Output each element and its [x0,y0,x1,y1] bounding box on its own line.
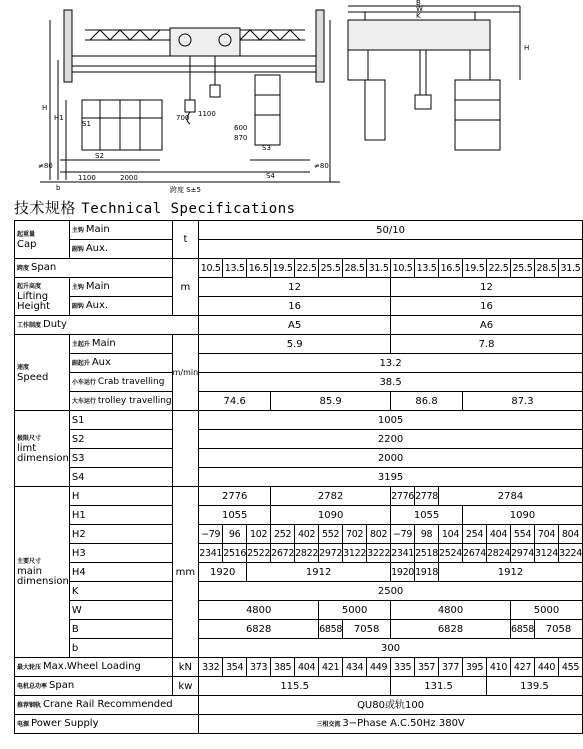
maindim-label: 主要尺寸 main dimension [15,487,70,658]
w-label: W [69,601,172,620]
speed-aux-label: 副起升 Aux [69,354,172,373]
h2-cell: −79 [391,525,415,544]
h3-cell: 2522 [247,544,271,563]
span-cell: 10.5 [199,259,223,278]
h4-label: H4 [69,563,172,582]
h4-value: 1918 [415,563,439,582]
crane-drawing [0,0,561,195]
wheel-cell: 385 [271,658,295,677]
lift-main-a5: 12 [199,278,391,297]
s1-value: 1005 [199,411,583,430]
speed-main-a5: 5.9 [199,335,391,354]
row-s2 [15,430,583,449]
h4-value: 1920 [199,563,247,582]
row-rail [15,696,583,715]
unit-limit-empty [172,411,199,487]
dim-s2: S2 [95,152,104,160]
row-trolley [15,392,583,411]
span-cell: 28.5 [343,259,367,278]
title-en: Technical Specifications [81,201,296,217]
row-lift-aux [15,297,583,316]
h2-cell: 554 [511,525,535,544]
dim-x80-left: ≠80 [38,162,53,170]
h1-value: 1055 [391,506,463,525]
h3-cell: 2822 [295,544,319,563]
row-h [15,487,583,506]
page-title [14,197,296,218]
dim-b: b [56,184,61,192]
wheel-cell: 427 [511,658,535,677]
cap-label: 起重量 Cap [15,221,70,259]
row-power [15,677,583,696]
h4-value: 1920 [391,563,415,582]
h2-cell: 98 [415,525,439,544]
dim-2000: 2000 [120,174,138,182]
h2-cell: −79 [199,525,223,544]
b-label: B [69,620,172,639]
dim-700: 700 [176,114,190,122]
row-s4 [15,468,583,487]
cap-aux-value [199,240,583,259]
unit-kw: kw [172,677,199,696]
h2-cell: 102 [247,525,271,544]
dim-s1: S1 [82,120,91,128]
trolley-value: 74.6 [199,392,271,411]
row-speed-aux [15,354,583,373]
span-cell: 31.5 [558,259,582,278]
s3-label: S3 [69,449,172,468]
title-cn: 技术规格 [14,199,77,217]
row-cap-aux [15,240,583,259]
b-value: 6858 [319,620,343,639]
duty-a6: A6 [391,316,583,335]
dim-span: 跨度 S±5 [170,186,201,194]
trolley-value: 87.3 [463,392,583,411]
span-cell: 13.5 [415,259,439,278]
h-value: 2776 [199,487,271,506]
lift-aux-a5: 16 [199,297,391,316]
h-value: 2782 [271,487,391,506]
h3-label: H3 [69,544,172,563]
crab-value: 38.5 [199,373,583,392]
h3-cell: 2672 [271,544,295,563]
spec-table [14,220,583,734]
lift-main-a6: 12 [391,278,583,297]
unit-mmin: m/min [172,335,199,411]
row-h2 [15,525,583,544]
h3-cell: 2516 [223,544,247,563]
h2-cell: 404 [487,525,511,544]
dim-side-h: H [524,44,530,52]
speed-main-a6: 7.8 [391,335,583,354]
b-small-label: b [69,639,172,658]
limit-label: 极限尺寸 limt dimension [15,411,70,487]
h4-value: 1912 [439,563,583,582]
h-label: H [69,487,172,506]
s2-label: S2 [69,430,172,449]
h3-cell: 3122 [343,544,367,563]
speed-main-label: 主起升 Main [69,335,172,354]
unit-t: t [172,221,199,259]
s4-value: 3195 [199,468,583,487]
dim-h1: H1 [54,114,64,122]
span-cell: 22.5 [295,259,319,278]
s4-label: S4 [69,468,172,487]
b-value: 7058 [343,620,391,639]
row-h1 [15,506,583,525]
row-s1 [15,411,583,430]
b-value: 7058 [534,620,582,639]
row-duty [15,316,583,335]
h2-label: H2 [69,525,172,544]
supply-value: 三相交流 3−Phase A.C.50Hz 380V [199,715,583,734]
b-value: 6858 [511,620,535,639]
w-value: 4800 [199,601,319,620]
row-h4 [15,563,583,582]
dim-1100: 1100 [78,174,96,182]
wheel-cell: 449 [367,658,391,677]
wheel-cell: 377 [439,658,463,677]
trolley-value: 86.8 [391,392,463,411]
rail-label: 推荐钢轨 Crane Rail Recommended [15,696,199,715]
row-h3 [15,544,583,563]
lift-main-label: 主钩 Main [69,278,172,297]
row-crab [15,373,583,392]
supply-label: 电源 Power Supply [15,715,199,734]
row-span [15,259,583,278]
h3-cell: 2974 [511,544,535,563]
row-w [15,601,583,620]
h2-cell: 402 [295,525,319,544]
h2-cell: 804 [558,525,582,544]
h3-cell: 2518 [415,544,439,563]
dim-s4: S4 [266,172,275,180]
power-label: 电机总功率 Span [15,677,173,696]
power-value: 115.5 [199,677,391,696]
power-value: 139.5 [487,677,583,696]
span-cell: 16.5 [439,259,463,278]
dim-x80-right: ≠80 [314,162,329,170]
h-value: 2784 [439,487,583,506]
h3-cell: 2341 [199,544,223,563]
h3-cell: 3124 [534,544,558,563]
cap-aux-label: 副钩 Aux. [69,240,172,259]
dim-side-w: W [416,5,423,13]
span-cell: 25.5 [319,259,343,278]
h3-cell: 2341 [391,544,415,563]
wheel-cell: 395 [463,658,487,677]
wheel-cell: 332 [199,658,223,677]
lift-label: 起升高度 Lifting Height [15,278,70,316]
speed-aux-value: 13.2 [199,354,583,373]
h1-value: 1055 [199,506,271,525]
s3-value: 2000 [199,449,583,468]
unit-m: m [172,259,199,316]
h2-cell: 702 [343,525,367,544]
wheel-cell: 421 [319,658,343,677]
wheel-cell: 410 [487,658,511,677]
wheel-cell: 373 [247,658,271,677]
power-value: 131.5 [391,677,487,696]
b-value: 6828 [199,620,319,639]
row-k [15,582,583,601]
row-wheel [15,658,583,677]
wheel-label: 最大轮压 Max.Wheel Loading [15,658,173,677]
crab-label: 小车运行 Crab travelling [69,373,172,392]
b-small-value: 300 [199,639,583,658]
h4-value: 1912 [247,563,391,582]
rail-value: QU80或轨100 [199,696,583,715]
dim-600: 600 [234,124,248,132]
cap-main-label: 主钩 Main [69,221,172,240]
h1-value: 1090 [463,506,583,525]
h-value: 2776 [391,487,415,506]
w-value: 5000 [319,601,391,620]
h2-cell: 802 [367,525,391,544]
wheel-cell: 404 [295,658,319,677]
h3-cell: 3222 [367,544,391,563]
h-value: 2778 [415,487,439,506]
h2-cell: 254 [463,525,487,544]
dim-s3: S3 [262,144,271,152]
wheel-cell: 440 [534,658,558,677]
h2-cell: 704 [534,525,558,544]
k-value: 2500 [199,582,583,601]
wheel-cell: 455 [558,658,582,677]
span-cell: 19.5 [271,259,295,278]
s2-value: 2200 [199,430,583,449]
k-label: K [69,582,172,601]
speed-label: 速度 Speed [15,335,70,411]
lift-aux-a6: 16 [391,297,583,316]
span-cell: 10.5 [391,259,415,278]
h1-label: H1 [69,506,172,525]
unit-mm: mm [172,487,199,658]
dim-h: H [42,104,48,112]
row-s3 [15,449,583,468]
wheel-cell: 354 [223,658,247,677]
h2-cell: 252 [271,525,295,544]
h3-cell: 2524 [439,544,463,563]
b-value: 6828 [391,620,511,639]
h1-value: 1090 [271,506,391,525]
span-cell: 28.5 [534,259,558,278]
s1-label: S1 [69,411,172,430]
h3-cell: 3224 [558,544,582,563]
row-supply [15,715,583,734]
w-value: 5000 [511,601,583,620]
h3-cell: 2824 [487,544,511,563]
row-b [15,620,583,639]
row-b-small [15,639,583,658]
unit-kn: kN [172,658,199,677]
h3-cell: 2674 [463,544,487,563]
span-cell: 31.5 [367,259,391,278]
span-cell: 19.5 [463,259,487,278]
cap-value: 50/10 [199,221,583,240]
duty-a5: A5 [199,316,391,335]
w-value: 4800 [391,601,511,620]
h2-cell: 552 [319,525,343,544]
wheel-cell: 335 [391,658,415,677]
row-speed-main [15,335,583,354]
duty-label: 工作制度 Duty [15,316,199,335]
dim-side-b: B [416,0,421,7]
h2-cell: 104 [439,525,463,544]
dim-1100b: 1100 [198,110,216,118]
span-cell: 22.5 [487,259,511,278]
wheel-cell: 357 [415,658,439,677]
row-cap-main [15,221,583,240]
trolley-label: 大车运行 trolley travelling [69,392,172,411]
wheel-cell: 434 [343,658,367,677]
span-label: 跨度 Span [15,259,173,278]
span-cell: 13.5 [223,259,247,278]
span-cell: 25.5 [511,259,535,278]
row-lift-main [15,278,583,297]
dim-870: 870 [234,134,248,142]
trolley-value: 85.9 [271,392,391,411]
span-cell: 16.5 [247,259,271,278]
h3-cell: 2972 [319,544,343,563]
dim-side-k: K [416,12,421,20]
lift-aux-label: 副钩 Aux. [69,297,172,316]
h2-cell: 96 [223,525,247,544]
